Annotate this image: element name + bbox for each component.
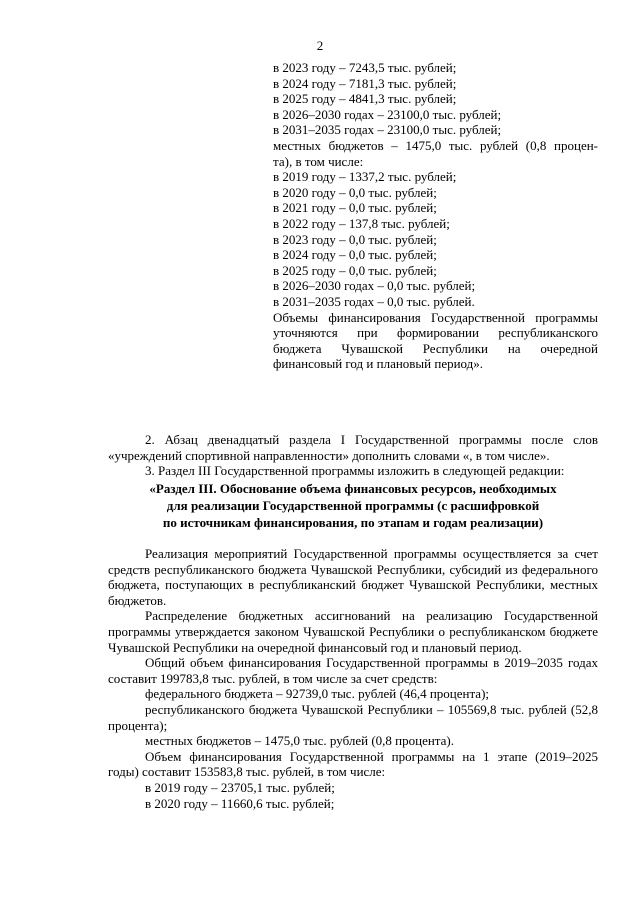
body-paragraph: Общий объем финансирования Государственной программы в 2019–2035 годах составит 199783,8 тыс. рублей, в том числе за счет средств: bbox=[108, 655, 598, 686]
body-paragraph: в 2020 году – 11660,6 тыс. рублей; bbox=[145, 795, 335, 811]
heading-line: «Раздел III. Обоснование объема финансовых ресурсов, необходимых bbox=[149, 481, 557, 496]
column-line: та), в том числе: bbox=[273, 153, 364, 169]
column-line: в 2019 году – 1337,2 тыс. рублей; bbox=[273, 169, 457, 185]
section-body bbox=[108, 546, 598, 811]
column-line: в 2025 году – 4841,3 тыс. рублей; bbox=[273, 91, 457, 107]
column-line: в 2024 году – 0,0 тыс. рублей; bbox=[273, 247, 437, 263]
body-paragraph: республиканского бюджета Чувашской Республики – 105569,8 тыс. рублей (52,8 процента); bbox=[108, 701, 598, 733]
column-line: в 2025 году – 0,0 тыс. рублей; bbox=[273, 262, 437, 278]
column-line: в 2023 году – 0,0 тыс. рублей; bbox=[273, 231, 437, 247]
column-line: в 2021 году – 0,0 тыс. рублей; bbox=[273, 200, 437, 216]
column-line: в 2026–2030 годах – 0,0 тыс. рублей; bbox=[273, 278, 476, 294]
body-paragraph: Реализация мероприятий Государственной программы осуществляется за счет средств республиканского бюджета Чувашской Республики, субсидий из федерального бюджета, поступающих в республиканский бюджет Чувашской Республики, местных бюджетов. bbox=[108, 546, 598, 608]
item-2: 2. Абзац двенадцатый раздела I Государственной программы после слов «учреждений спортивной направленности» дополнить словами «, в том числе». bbox=[108, 432, 598, 463]
amendments bbox=[108, 432, 598, 479]
page-number: 2 bbox=[316, 38, 324, 53]
heading-line: для реализации Государственной программы (с расшифровкой bbox=[166, 498, 540, 513]
column-line: местных бюджетов – 1475,0 тыс. рублей (0,8 процен- bbox=[273, 137, 598, 153]
column-line: в 2031–2035 годах – 0,0 тыс. рублей. bbox=[273, 293, 475, 309]
column-line: в 2026–2030 годах – 23100,0 тыс. рублей; bbox=[273, 106, 502, 122]
column-line: в 2022 году – 137,8 тыс. рублей; bbox=[273, 215, 450, 231]
body-paragraph: местных бюджетов – 1475,0 тыс. рублей (0,8 процента). bbox=[145, 733, 454, 749]
body-paragraph: Объем финансирования Государственной программы на 1 этапе (2019–2025 годы) составит 153583,8 тыс. рублей, в том числе: bbox=[108, 748, 598, 780]
column-line: в 2024 году – 7181,3 тыс. рублей; bbox=[273, 75, 457, 91]
heading-line: по источникам финансирования, по этапам и годам реализации) bbox=[162, 515, 544, 530]
body-paragraph: Распределение бюджетных ассигнований на реализацию Государственной программы утверждается законом Чувашской Республики о республиканском бюджете Чувашской Республики на очередной финансовый год и плановый период. bbox=[108, 608, 598, 655]
column-line: в 2020 году – 0,0 тыс. рублей; bbox=[273, 184, 437, 200]
column-note: Объемы финансирования Государственной программы уточняются при формировании республиканского бюджета Чувашской Республики на очередной финансовый год и плановый период». bbox=[273, 309, 598, 372]
body-paragraph: в 2019 году – 23705,1 тыс. рублей; bbox=[145, 779, 335, 795]
section-heading bbox=[108, 480, 598, 531]
financing-column bbox=[273, 60, 598, 372]
body-paragraph: федерального бюджета – 92739,0 тыс. рублей (46,4 процента); bbox=[145, 686, 490, 702]
column-line: в 2031–2035 годах – 23100,0 тыс. рублей; bbox=[273, 122, 502, 138]
item-3: 3. Раздел III Государственной программы изложить в следующей редакции: bbox=[145, 463, 565, 479]
column-line: в 2023 году – 7243,5 тыс. рублей; bbox=[273, 60, 457, 75]
